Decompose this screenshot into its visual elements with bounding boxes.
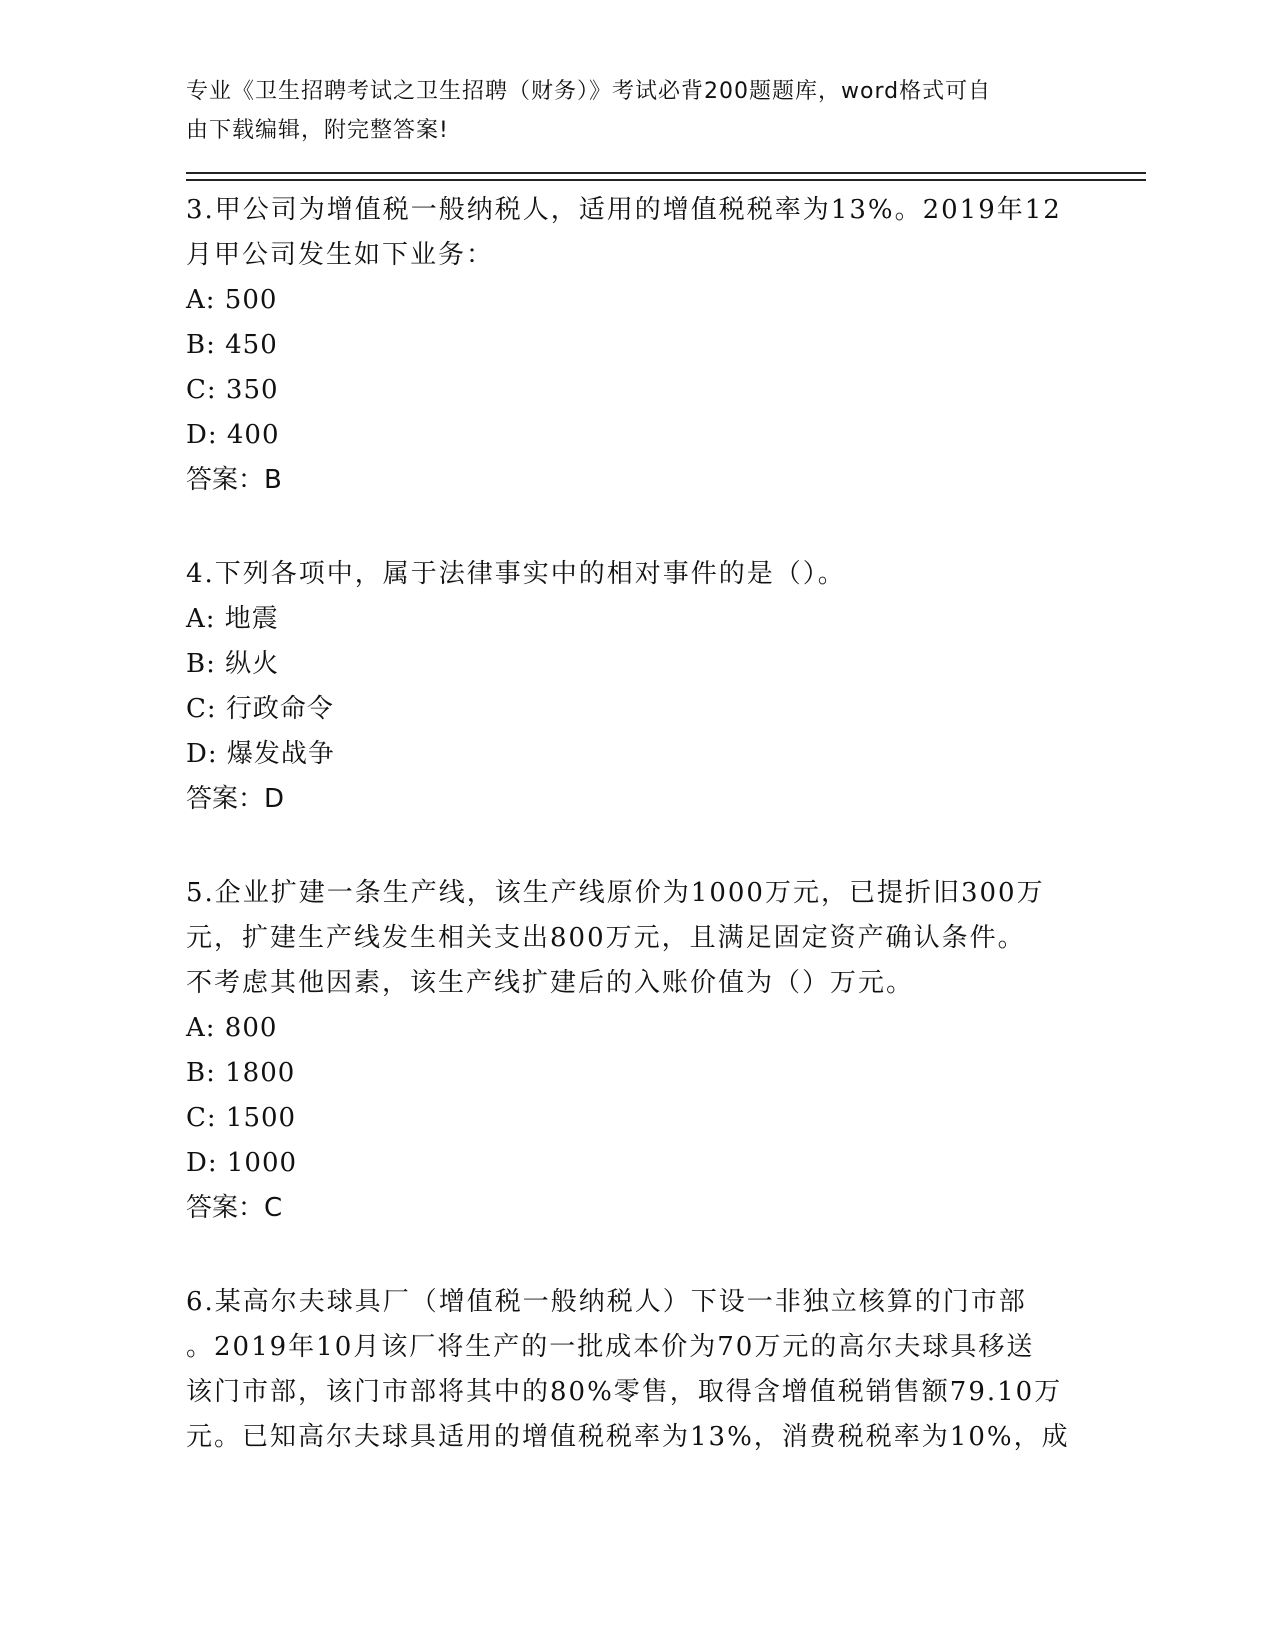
option-b: B: 450 (186, 330, 278, 360)
option-a: A: 500 (186, 285, 278, 315)
question-list (186, 188, 1086, 1509)
option-a: A: 地震 (186, 604, 279, 634)
header-line-2: 由下载编辑，附完整答案! (186, 118, 449, 143)
answer-line: 答案：B (186, 465, 282, 495)
question-5 (186, 871, 1086, 1231)
question-text-line: 该门市部，该门市部将其中的80%零售，取得含增值税销售额79.10万 (186, 1377, 1063, 1407)
question-text-line: 元。已知高尔夫球具适用的增值税税率为13%，消费税税率为10%，成 (186, 1422, 1070, 1452)
option-c: C: 350 (186, 375, 279, 405)
option-b: B: 1800 (186, 1058, 296, 1088)
option-d: D: 爆发战争 (186, 739, 335, 769)
option-a: A: 800 (186, 1013, 278, 1043)
header-divider-bottom (186, 179, 1146, 181)
option-d: D: 1000 (186, 1148, 298, 1178)
question-text-line: 月甲公司发生如下业务： (186, 240, 495, 270)
question-3 (186, 188, 1086, 503)
document-header (186, 72, 1066, 150)
question-text-line: 3.甲公司为增值税一般纳税人，适用的增值税税率为13%。2019年12 (186, 195, 1062, 225)
question-text-line: 5.企业扩建一条生产线，该生产线原价为1000万元，已提折旧300万 (186, 878, 1045, 908)
option-c: C: 行政命令 (186, 694, 334, 724)
question-text-line: 。2019年10月该厂将生产的一批成本价为70万元的高尔夫球具移送 (186, 1332, 1035, 1362)
header-divider-top (186, 172, 1146, 174)
question-text-line: 不考虑其他因素，该生产线扩建后的入账价值为（）万元。 (186, 968, 915, 998)
option-d: D: 400 (186, 420, 280, 450)
header-line-1: 专业《卫生招聘考试之卫生招聘（财务）》考试必背200题题库，word格式可自 (186, 79, 992, 104)
question-6 (186, 1280, 1086, 1460)
answer-line: 答案：D (186, 784, 285, 814)
question-text-line: 4.下列各项中，属于法律事实中的相对事件的是（）。 (186, 559, 846, 589)
option-c: C: 1500 (186, 1103, 297, 1133)
answer-line: 答案：C (186, 1193, 283, 1223)
question-text-line: 元，扩建生产线发生相关支出800万元，且满足固定资产确认条件。 (186, 923, 1026, 953)
question-text-line: 6.某高尔夫球具厂（增值税一般纳税人）下设一非独立核算的门市部 (186, 1287, 1027, 1317)
option-b: B: 纵火 (186, 649, 280, 679)
question-4 (186, 552, 1086, 822)
